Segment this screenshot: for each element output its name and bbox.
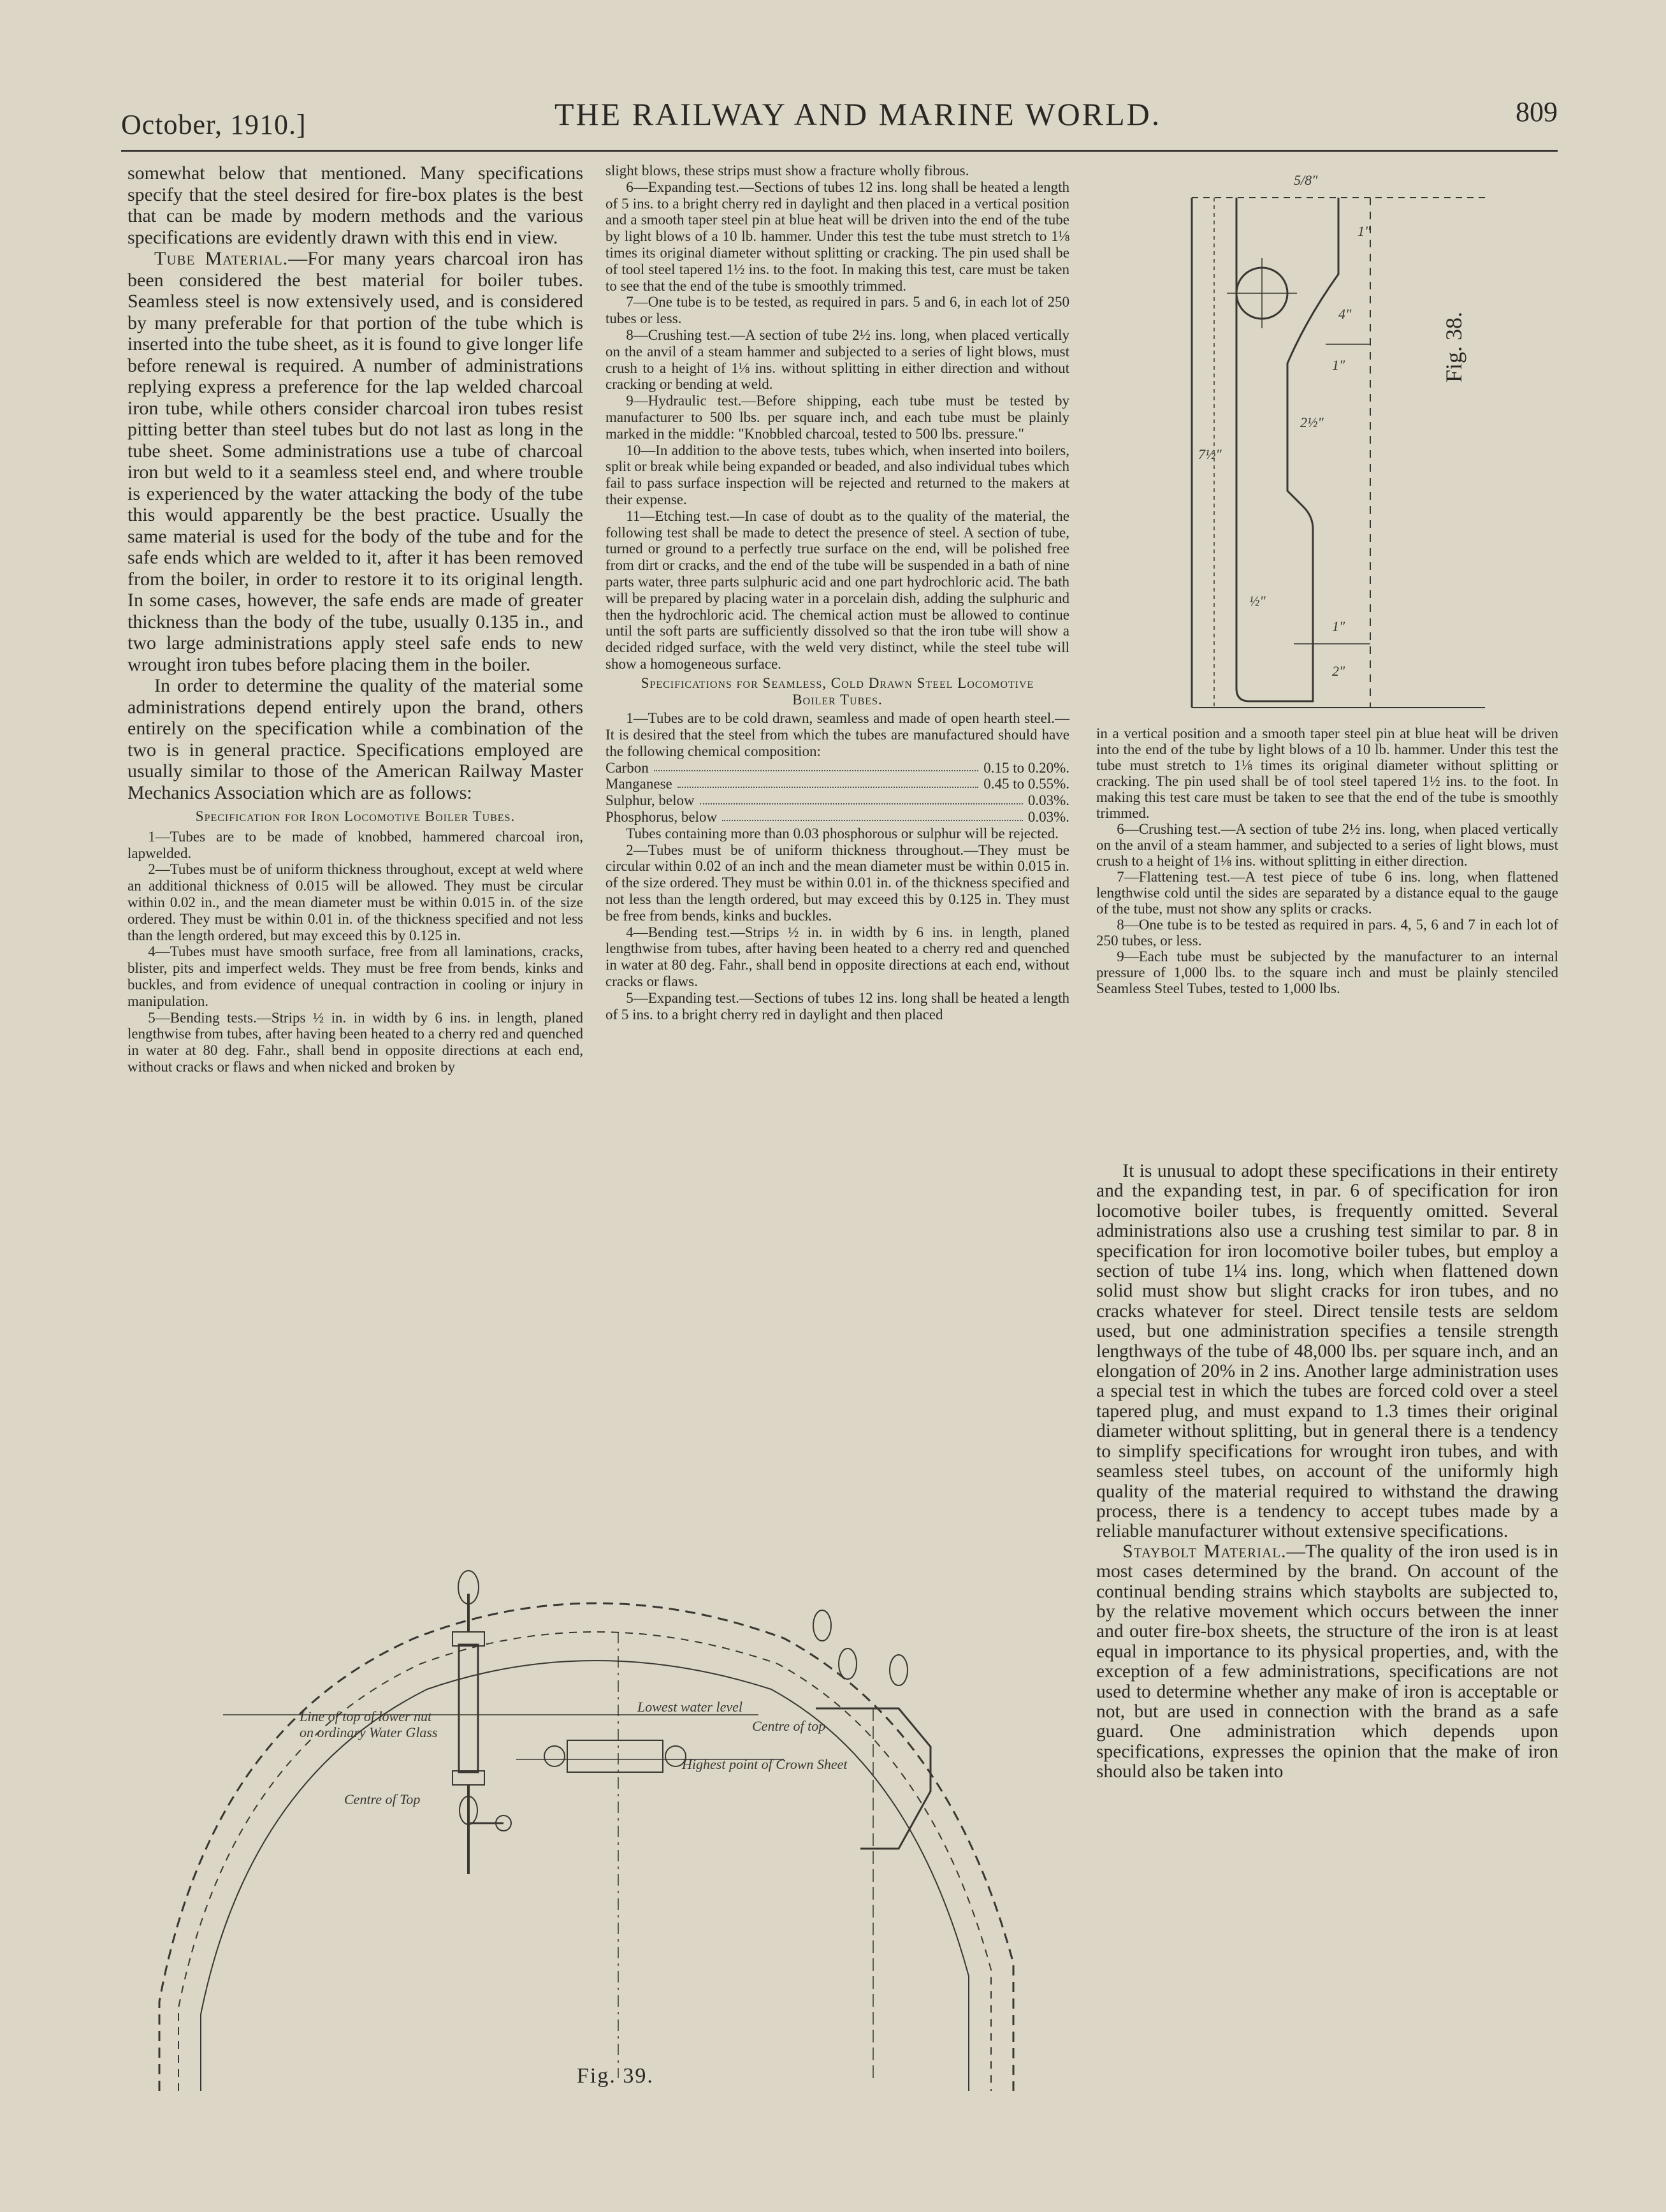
- spec-item: 8—One tube is to be tested as required in pars. 4, 5, 6 and 7 in each lot of 250 tubes, or less.: [1096, 917, 1558, 949]
- dim-label: 7½": [1198, 446, 1222, 462]
- paragraph: in a vertical position and a smooth taper steel pin at blue heat will be driven into the end of the tube by light blows of a 10 lb. hammer. Under this test the tube must stretch to 1⅛ times its original diameter without splitting or cracking. The pin used shall be of tool steel tapered 1½ ins. to the foot. In making this test care must be taken to see that the end of the tube is smoothly trimmed.: [1096, 725, 1558, 821]
- spec-item: 2—Tubes must be of uniform thickness throughout.—They must be circular within 0.02 of an inch and the mean diameter must be within 0.015 in. of the size ordered. They must be within 0.01 in. of the thickness specified and not less than the length ordered, but may exceed this by 0.125 in. They must be free from bends, kinks and buckles.: [605, 841, 1069, 924]
- chem-value: 0.15 to 0.20%.: [983, 759, 1069, 776]
- fig39-label: Lowest water level: [637, 1699, 742, 1715]
- page-number: 809: [1516, 96, 1558, 127]
- dim-label: 1": [1332, 618, 1345, 634]
- paragraph: somewhat below that mentioned. Many specifications specify that the steel desired for fire-box plates is the best that can be made by modern methods and the various specifications are evidently drawn with this end in view.: [127, 163, 583, 248]
- chem-name: Sulphur, below: [605, 792, 695, 809]
- chem-row: [605, 760, 1069, 776]
- section-heading: Tube Material.: [154, 248, 289, 269]
- spec-item: Tubes containing more than 0.03 phosphorous or sulphur will be rejected.: [626, 825, 1059, 841]
- paragraph-text: —The quality of the iron used is in most cases determined by the brand. On account of the continual bending strains which staybolts are subjected to, by the relative movement which occurs between the inner and outer fire-box sheets, the structure of the iron is at least equal in importance to its physical properties, and, with the exception of a few administrations, specifications are not used to determine whether any make of iron is acceptable or not, but are used in connection with the brand as a safe guard. One administration which depends upon specifications, expresses the opinion that the make of iron should also be taken into: [1096, 1541, 1558, 1782]
- dim-label: 4": [1338, 306, 1352, 322]
- spec-item: 11—Etching test.—In case of doubt as to the quality of the material, the following test shall be made to detect the presence of steel. A section of tube, turned or ground to a perfectly true surface on the end, will be polished free from dirt or cracks, and the end of the tube will be suspended in a bath of nine parts water, three parts sulphuric acid and one part hydrochloric acid. The bath will be prepared by placing water in a porcelain dish, adding the sulphuric and then the hydrochloric acid. The chemical action must be allowed to continue until the soft parts are sufficiently dissolved so that the iron tube will show a decided ridged surface, with the weld very distinct, while the steel tube will show a homogeneous surface.: [605, 507, 1069, 672]
- fig39-drawing: [147, 1517, 1077, 2110]
- paragraph: slight blows, these strips must show a fracture wholly fibrous.: [605, 163, 969, 178]
- spec-item: 1—Tubes are to be made of knobbed, hammered charcoal iron, lapwelded.: [127, 828, 583, 861]
- spec-item: 7—One tube is to be tested, as required in pars. 5 and 6, in each lot of 250 tubes or less.: [605, 294, 1069, 327]
- page-header: [121, 96, 1558, 153]
- spec-item: 4—Tubes must have smooth surface, free from all laminations, cracks, blister, pits and imperfect welds. They must be free from bends, kinks and buckles, and from evidence of unequal contraction in cooling or injury in manipulation.: [127, 943, 583, 1009]
- spec-item: 9—Each tube must be subjected by the manufacturer to an internal pressure of 1,000 lbs. to the square inch and must be plainly stenciled Seamless Steel Tubes, tested to 1,000 lbs.: [1096, 949, 1558, 996]
- spec-item: 6—Crushing test.—A section of tube 2½ ins. long, when placed vertically on the anvil of a steam hammer, and subjected to a series of light blows, must crush to a height of 1⅛ ins. without splitting in either direction.: [1096, 821, 1558, 869]
- spec-item: 2—Tubes must be of uniform thickness throughout, except at weld where an additional thickness of 0.015 will be allowed. They must be circular within 0.02 in., and the mean diameter must be within 0.015 in. of the size ordered. They must be within 0.01 in. of the thickness specified and not less than the length ordered, but may exceed this by 0.125 in.: [127, 861, 583, 943]
- paragraph: In order to determine the quality of the material some administrations depend entirely upon the brand, others entirely on the specification while a combination of the two is in general practice. Specifications employed are usually similar to those of the American Railway Master Mechanics Association which are as follows:: [127, 675, 583, 803]
- chemical-composition-table: [605, 760, 1069, 826]
- header-rule: [121, 150, 1558, 152]
- dim-label: ½": [1249, 593, 1266, 609]
- spec-item: 9—Hydraulic test.—Before shipping, each tube must be tested by manufacturer to 500 lbs. per square inch, and each tube must be plainly marked in the middle: "Knobbled charcoal, tested to 500 lbs. pressure.": [605, 393, 1069, 442]
- column-1: [127, 163, 583, 1075]
- paragraph: [1096, 1542, 1558, 1782]
- dim-label: 1": [1332, 357, 1345, 373]
- fig39-label: Highest point of Crown Sheet: [682, 1756, 848, 1772]
- issue-date: October, 1910.]: [121, 109, 307, 140]
- fig39-caption: Fig. 39.: [577, 2064, 654, 2088]
- fig38-caption: Fig. 38.: [1441, 311, 1467, 382]
- dim-label: 1": [1358, 223, 1371, 239]
- paragraph-text: —For many years charcoal iron has been considered the best material for boiler tubes. Seamless steel is now extensively used, and is considered by many preferable for that portion of the tube which is inserted into the tube sheet, as it is found to give longer life before renewal is required. A number of administrations replying express a preference for the lap welded charcoal iron tube, while others consider charcoal iron tubes resist pitting better than steel tubes but do not last as long in the tube sheet. Some administrations use a tube of charcoal iron but weld to it a seamless steel end, and where trouble is experienced by the water attacking the body of the tube this would apparently be the best practice. Usually the same material is used for the body of the tube and for the safe ends which are welded to it, after it has been removed from the boiler, in order to restore it to its original length. In some cases, however, the safe ends are made of greater thickness than the body of the tube, usually 0.135 in., and two large administrations apply steel safe ends to new wrought iron tubes before placing them in the boiler.: [127, 248, 583, 675]
- paragraph: [127, 248, 583, 675]
- fig38-drawing: [1179, 159, 1568, 720]
- chem-name: Carbon: [605, 759, 649, 776]
- spec-item: 5—Expanding test.—Sections of tubes 12 ins. long shall be heated a length of 5 ins. to a bright cherry red in daylight and then placed: [605, 989, 1069, 1022]
- chem-name: Manganese: [605, 776, 672, 792]
- spec-item: 4—Bending test.—Strips ½ in. in width by 6 ins. in length, planed lengthwise from tubes, after having been heated to a cherry red and quenched in water at 80 deg. Fahr., shall bend in opposite directions at each end, without cracks or flaws.: [605, 924, 1069, 990]
- spec-item: 10—In addition to the above tests, tubes which, when inserted into boilers, split or break while being expanded or beaded, and also individual tubes which fail to pass surface inspection will be rejected and returned to the makers at their expense.: [605, 442, 1069, 507]
- chem-row: [605, 792, 1069, 809]
- paragraph: It is unusual to adopt these specifications in their entirety and the expanding test, in par. 6 of specification for iron locomotive boiler tubes, is frequently omitted. Several administrations also use a crushing test similar to par. 8 in specification for iron locomotive boiler tubes, but employ a section of tube 1¼ ins. long, which when flattened down solid must show but slight cracks for iron tubes, and no cracks whatever for steel. Direct tensile tests are seldom used, but one administration specifies a tensile strength lengthways of the tube of 48,000 lbs. per square inch, and an elongation of 20% in 2 ins. Another large administration uses a special test in which the tubes are forced cold over a steel tapered plug, and must expand to 1.3 times their original diameter without splitting, but in general there is a tendency to simplify specifications for wrought iron tubes, and with seamless steel tubes, on account of the uniformly high quality of the material required to withstand the drawing process, there is a tendency to accept tubes made by a reliable manufacturer without extensive specifications.: [1096, 1161, 1558, 1542]
- fig39-label: on ordinary Water Glass: [300, 1724, 438, 1740]
- chem-value: 0.03%.: [1027, 792, 1069, 809]
- column-2: [605, 163, 1069, 1022]
- spec-heading: Specification for Iron Locomotive Boiler Tubes.: [195, 808, 516, 824]
- chem-name: Phosphorus, below: [605, 809, 718, 826]
- section-heading: Staybolt Material.: [1122, 1541, 1287, 1562]
- column-3-specs: [1096, 725, 1558, 996]
- chem-value: 0.03%.: [1027, 809, 1069, 826]
- dim-label: 5/8": [1294, 172, 1318, 188]
- chem-row: [605, 776, 1069, 792]
- spec-heading: Specifications for Seamless, Cold Drawn Steel Locomotive Boiler Tubes.: [641, 674, 1034, 708]
- spec-item: 1—Tubes are to be cold drawn, seamless and made of open hearth steel.—It is desired that the steel from which the tubes are manufactured should have the following chemical composition:: [605, 710, 1069, 759]
- spec-item: 8—Crushing test.—A section of tube 2½ ins. long, when placed vertically on the anvil of a steam hammer and subjected to a series of light blows, must crush to a height of 1⅛ ins. without splitting in either direction and without cracking or bending at weld.: [605, 326, 1069, 393]
- journal-title: THE RAILWAY AND MARINE WORLD.: [554, 96, 1162, 132]
- fig39-label: Centre of top: [752, 1718, 826, 1734]
- spec-item: 6—Expanding test.—Sections of tubes 12 ins. long shall be heated a length of 5 ins. to a bright cherry red in daylight and then placed in a vertical position and a smooth taper steel pin at blue heat will be driven into the end of the tube by light blows of a 10 lb. hammer. Under this test the tube must stretch to 1⅛ times its original diameter without splitting or cracking. The pin used shall be of tool steel tapered 1½ ins. to the foot. In making this test, care must be taken to see that the end of the tube is smoothly trimmed.: [605, 178, 1069, 294]
- spec-item: 7—Flattening test.—A test piece of tube 6 ins. long, when flattened lengthwise cold until the sides are separated by a distance equal to the gauge of the tube, must not show any splits or cracks.: [1096, 869, 1558, 917]
- fig39-label: Centre of Top: [344, 1791, 421, 1807]
- dim-label: 2": [1332, 663, 1345, 679]
- dim-label: 2½": [1300, 414, 1324, 430]
- chem-value: 0.45 to 0.55%.: [983, 776, 1069, 792]
- chem-row: [605, 809, 1069, 826]
- fig39-label: Line of top of lower nut: [300, 1708, 432, 1724]
- column-3-body: [1096, 1161, 1558, 1782]
- spec-item: 5—Bending tests.—Strips ½ in. in width by 6 ins. in length, planed lengthwise from tubes, after having been heated to a cherry red and quenched in water at 80 deg. Fahr., shall bend in opposite directions at each end, without cracks or flaws and when nicked and broken by: [127, 1009, 583, 1075]
